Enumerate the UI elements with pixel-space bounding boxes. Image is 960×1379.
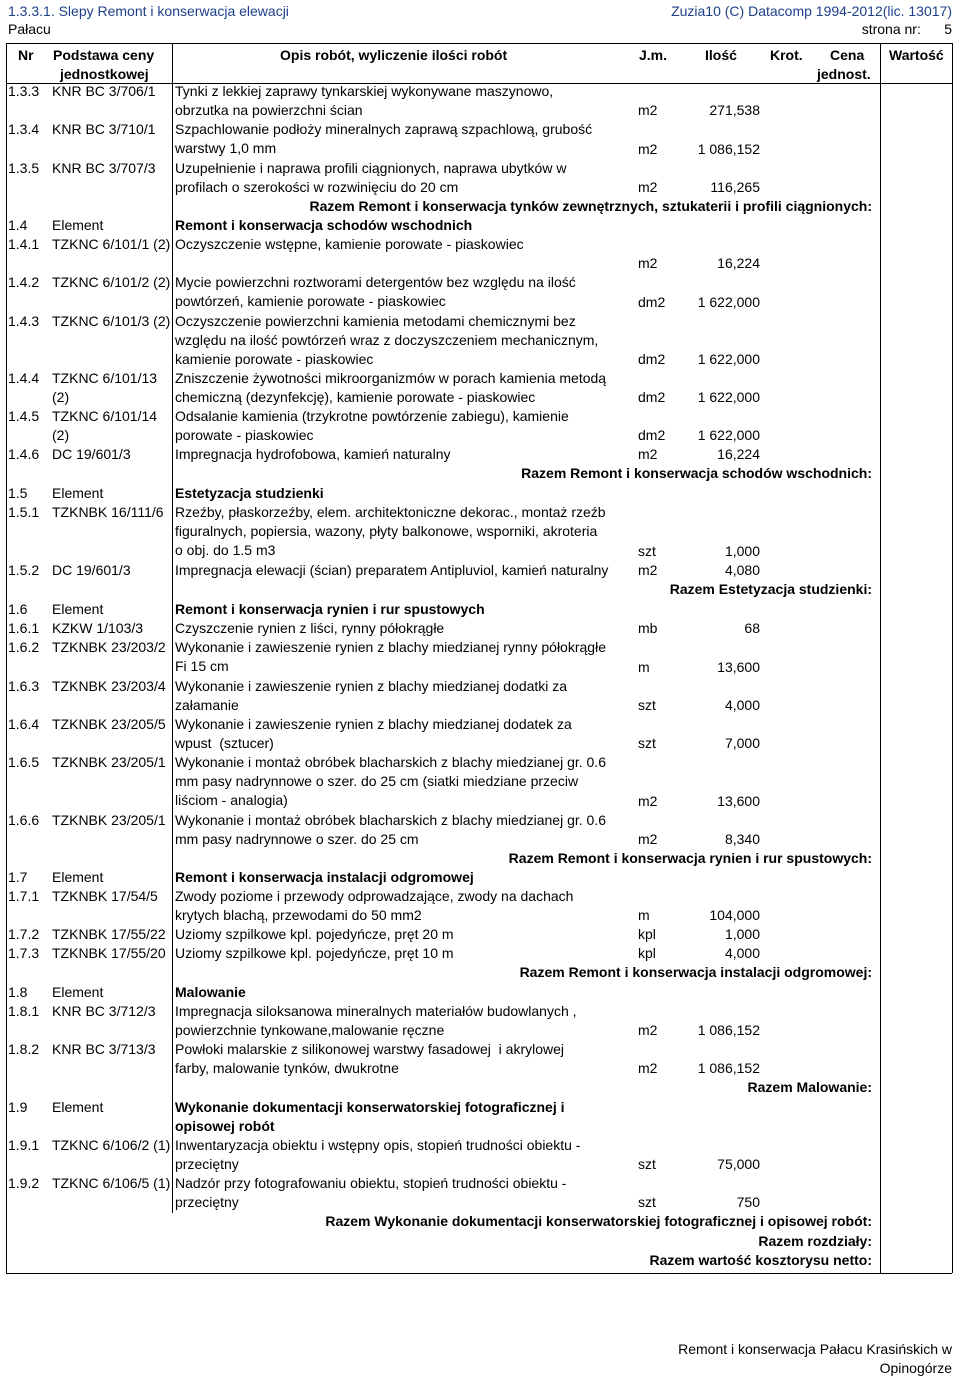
row-unit: mb xyxy=(638,620,658,636)
total-label: Razem Estetyzacja studzienki: xyxy=(669,581,872,597)
price-basis: TZKNC 6/106/5 (1) xyxy=(52,1175,171,1191)
row-description: Uziomy szpilkowe kpl. pojedyńcze, pręt 20 m xyxy=(175,926,454,942)
row-number: 1.5 xyxy=(8,485,28,501)
row-number: 1.8.1 xyxy=(8,1003,40,1019)
row-number: 1.6.1 xyxy=(8,620,40,636)
row-description: Remont i konserwacja schodów wschodnich xyxy=(175,217,473,233)
table-row xyxy=(0,1136,960,1174)
price-basis: KZKW 1/103/3 xyxy=(52,620,144,636)
price-basis: TZKNBK 23/203/2 xyxy=(52,639,166,655)
row-number: 1.6.3 xyxy=(8,678,40,694)
col-nr: Nr xyxy=(18,47,34,63)
software-label: Zuzia10 (C) Datacomp 1994-2012(lic. 13017) xyxy=(671,3,952,19)
row-description: Remont i konserwacja rynien i rur spustowych xyxy=(175,601,485,617)
price-basis: KNR BC 3/707/3 xyxy=(52,160,156,176)
row-number: 1.9 xyxy=(8,1099,28,1115)
row-unit: szt xyxy=(638,543,656,559)
price-basis: TZKNBK 16/111/6 xyxy=(52,504,164,520)
row-description: Rzeźby, płaskorzeźby, elem. architektoniczne dekorac., montaż rzeźb figuralnych, popiersia, wazony, płyty balkonowe, wsporniki, akroteria o obj. do 1.5 m3 xyxy=(175,504,606,558)
col-factor: Krot. xyxy=(770,47,803,63)
price-basis: TZKNBK 17/55/20 xyxy=(52,945,166,961)
total-row xyxy=(0,580,960,600)
table-row xyxy=(0,753,960,811)
row-number: 1.9.1 xyxy=(8,1137,40,1153)
page-indicator xyxy=(862,20,952,38)
row-description: Mycie powierzchni roztworami detergentów bez względu na ilość powtórzeń, kamienie porowate - piaskowiec xyxy=(175,274,576,309)
price-basis: Element xyxy=(52,217,104,233)
row-description: Wykonanie i montaż obróbek blacharskich z blachy miedzianej gr. 0.6 mm pasy nadrynnowe o szer. do 25 cm (siatki miedziane przeciw liściom - analogia) xyxy=(175,754,606,808)
row-unit: szt xyxy=(638,697,656,713)
row-description: Impregnacja elewacji (ścian) preparatem Antipluviol, kamień naturalny xyxy=(175,562,609,578)
col-description: Opis robót, wyliczenie ilości robót xyxy=(280,47,508,63)
table-row xyxy=(0,82,960,120)
price-basis: Element xyxy=(52,984,104,1000)
row-quantity: 1,000 xyxy=(724,926,760,942)
total-label: Razem Remont i konserwacja rynien i rur spustowych: xyxy=(508,850,872,866)
row-description: Czyszczenie rynien z liści, rynny półokrągłe xyxy=(175,620,445,636)
row-unit: kpl xyxy=(638,945,656,961)
price-basis: TZKNC 6/106/2 (1) xyxy=(52,1137,171,1153)
row-number: 1.6 xyxy=(8,601,28,617)
price-basis: TZKNC 6/101/3 (2) xyxy=(52,313,171,329)
row-unit: szt xyxy=(638,735,656,751)
row-description: Wykonanie i zawieszenie rynien z blachy miedzianej dodatek za wpust (sztucer) xyxy=(175,716,572,751)
document-title: 1.3.3.1. Slepy Remont i konserwacja elewacji xyxy=(8,3,289,19)
price-basis: TZKNBK 23/203/4 xyxy=(52,678,166,694)
row-number: 1.4.3 xyxy=(8,313,40,329)
table-row xyxy=(0,159,960,197)
row-quantity: 1 086,152 xyxy=(697,1060,760,1076)
row-number: 1.8 xyxy=(8,984,28,1000)
total-row xyxy=(0,1251,960,1270)
row-quantity: 4,080 xyxy=(724,562,760,578)
row-quantity: 13,600 xyxy=(717,659,760,675)
row-description: Wykonanie i montaż obróbek blacharskich z blachy miedzianej gr. 0.6 mm pasy nadrynnowe o szer. do 25 cm xyxy=(175,812,606,847)
table-row xyxy=(0,619,960,638)
footer-line-2: Opinogórze xyxy=(879,1360,952,1376)
row-quantity: 1 086,152 xyxy=(697,141,760,157)
row-number: 1.3.3 xyxy=(8,83,40,99)
price-basis: Element xyxy=(52,485,104,501)
row-quantity: 1 622,000 xyxy=(697,389,760,405)
table-row xyxy=(0,1040,960,1078)
table-row xyxy=(0,407,960,445)
row-description: Odsalanie kamienia (trzykrotne powtórzenie zabiegu), kamienie porowate - piaskowiec xyxy=(175,408,569,443)
section-row xyxy=(0,484,960,503)
table-row xyxy=(0,503,960,561)
table-row xyxy=(0,925,960,944)
price-basis: TZKNC 6/101/2 (2) xyxy=(52,274,171,290)
row-number: 1.7.1 xyxy=(8,888,40,904)
row-unit: dm2 xyxy=(638,351,666,367)
row-unit: m2 xyxy=(638,102,658,118)
row-description: Wykonanie i zawieszenie rynien z blachy miedzianej dodatki za załamanie xyxy=(175,678,568,713)
row-description: Inwentaryzacja obiektu i wstępny opis, stopień trudności obiektu - przeciętny xyxy=(175,1137,581,1172)
table-row xyxy=(0,715,960,753)
total-label: Razem Remont i konserwacja schodów wschodnich: xyxy=(521,465,872,481)
total-label: Razem Remont i konserwacja instalacji odgromowej: xyxy=(519,964,872,980)
total-row xyxy=(0,1078,960,1098)
row-unit: dm2 xyxy=(638,427,666,443)
row-quantity: 1,000 xyxy=(724,543,760,559)
row-quantity: 13,600 xyxy=(717,793,760,809)
row-description: Wykonanie i zawieszenie rynien z blachy miedzianej rynny półokrągłe Fi 15 cm xyxy=(175,639,606,674)
row-unit: szt xyxy=(638,1194,656,1210)
price-basis: TZKNC 6/101/1 (2) xyxy=(52,236,171,252)
row-quantity: 16,224 xyxy=(717,255,760,271)
table-row xyxy=(0,1002,960,1040)
row-description: Impregnacja siloksanowa mineralnych materiałów budowlanych , powierzchnie tynkowane,malowanie ręczne xyxy=(175,1003,577,1038)
row-quantity: 8,340 xyxy=(724,831,760,847)
row-number: 1.9.2 xyxy=(8,1175,40,1191)
row-description: Oczyszczenie powierzchni kamienia metodami chemicznymi bez względu na ilość powtórzeń wraz z doczyszczeniem mechanicznym, kamienie porowate - piaskowiec xyxy=(175,313,599,367)
footer-line-1: Remont i konserwacja Pałacu Krasińskich w xyxy=(678,1341,952,1357)
row-description: Uzupełnienie i naprawa profili ciągnionych, naprawa ubytków w profilach o szerokości w rozwinięciu do 20 cm xyxy=(175,160,567,195)
total-row xyxy=(0,849,960,868)
price-basis: TZKNBK 23/205/1 xyxy=(52,754,166,770)
table-row xyxy=(0,235,960,273)
price-basis: TZKNBK 23/205/5 xyxy=(52,716,166,732)
row-description: Impregnacja hydrofobowa, kamień naturalny xyxy=(175,446,451,462)
row-quantity: 1 622,000 xyxy=(697,351,760,367)
row-unit: dm2 xyxy=(638,389,666,405)
col-price-1: Cena xyxy=(830,47,865,63)
row-number: 1.3.4 xyxy=(8,121,40,137)
row-description: Malowanie xyxy=(175,984,246,1000)
total-row xyxy=(0,197,960,216)
row-unit: m xyxy=(638,659,650,675)
row-unit: m2 xyxy=(638,1022,658,1038)
table-row xyxy=(0,677,960,715)
table-row xyxy=(0,887,960,925)
header-rule-top xyxy=(6,43,952,44)
price-basis: DC 19/601/3 xyxy=(52,562,131,578)
row-number: 1.5.2 xyxy=(8,562,40,578)
section-row xyxy=(0,216,960,235)
table-row xyxy=(0,312,960,369)
row-quantity: 116,265 xyxy=(710,179,760,195)
row-quantity: 68 xyxy=(744,620,760,636)
total-row xyxy=(0,464,960,484)
row-number: 1.4.1 xyxy=(8,236,40,252)
page-footer xyxy=(678,1340,952,1378)
page-number: 5 xyxy=(944,21,952,37)
row-unit: m2 xyxy=(638,1060,658,1076)
row-number: 1.6.2 xyxy=(8,639,40,655)
row-description: Uziomy szpilkowe kpl. pojedyńcze, pręt 10 m xyxy=(175,945,454,961)
row-description: Zniszczenie żywotności mikroorganizmów w porach kamienia metodą chemiczną (dezynfekcję), kamienie porowate - piaskowiec xyxy=(175,370,607,405)
row-unit: m xyxy=(638,907,650,923)
price-basis: KNR BC 3/706/1 xyxy=(52,83,156,99)
row-unit: kpl xyxy=(638,926,656,942)
document-subtitle: Pałacu xyxy=(8,21,51,37)
row-unit: m2 xyxy=(638,179,658,195)
row-quantity: 1 086,152 xyxy=(697,1022,760,1038)
total-label: Razem rozdziały: xyxy=(758,1233,872,1249)
section-row xyxy=(0,868,960,887)
row-number: 1.7 xyxy=(8,869,28,885)
row-number: 1.7.2 xyxy=(8,926,40,942)
price-basis: KNR BC 3/710/1 xyxy=(52,121,156,137)
table-row xyxy=(0,561,960,580)
page-label: strona nr: xyxy=(861,21,921,37)
table-row xyxy=(0,638,960,677)
price-basis: TZKNC 6/101/13 (2) xyxy=(52,370,158,405)
row-description: Oczyszczenie wstępne, kamienie porowate - piaskowiec xyxy=(175,236,524,252)
col-value: Wartość xyxy=(889,47,944,63)
price-basis: Element xyxy=(52,1099,104,1115)
price-basis: TZKNC 6/101/14 (2) xyxy=(52,408,158,443)
row-description: Tynki z lekkiej zaprawy tynkarskiej wykonywane maszynowo, obrzutka na powierzchni ścian xyxy=(175,83,554,118)
row-description: Remont i konserwacja instalacji odgromowej xyxy=(175,869,474,885)
table-rule-bottom xyxy=(6,1273,952,1274)
row-quantity: 104,000 xyxy=(709,907,760,923)
price-basis: KNR BC 3/712/3 xyxy=(52,1003,156,1019)
row-number: 1.4.5 xyxy=(8,408,40,424)
row-quantity: 16,224 xyxy=(717,446,760,462)
row-number: 1.8.2 xyxy=(8,1041,40,1057)
row-number: 1.5.1 xyxy=(8,504,40,520)
row-unit: szt xyxy=(638,1156,656,1172)
section-row xyxy=(0,1098,960,1136)
total-label: Razem Remont i konserwacja tynków zewnętrznych, sztukaterii i profili ciągnionych: xyxy=(309,198,872,214)
row-description: Szpachlowanie podłoży mineralnych zaprawą szpachlową, grubość warstwy 1,0 mm xyxy=(175,121,593,156)
row-unit: m2 xyxy=(638,793,658,809)
total-label: Razem Malowanie: xyxy=(747,1079,872,1095)
table-row xyxy=(0,1174,960,1212)
table-row xyxy=(0,811,960,849)
row-quantity: 75,000 xyxy=(717,1156,760,1172)
row-unit: m2 xyxy=(638,446,658,462)
row-number: 1.3.5 xyxy=(8,160,40,176)
row-number: 1.4.4 xyxy=(8,370,40,386)
row-description: Zwody poziome i przewody odprowadzające, zwody na dachach krytych blachą, przewodami do 50 mm2 xyxy=(175,888,574,923)
row-number: 1.6.5 xyxy=(8,754,40,770)
price-basis: TZKNBK 17/55/22 xyxy=(52,926,166,942)
col-unit: J.m. xyxy=(639,47,668,63)
row-quantity: 1 622,000 xyxy=(697,294,760,310)
table-row xyxy=(0,944,960,963)
price-basis: Element xyxy=(52,601,104,617)
section-row xyxy=(0,983,960,1002)
row-number: 1.6.4 xyxy=(8,716,40,732)
total-label: Razem Wykonanie dokumentacji konserwatorskiej fotograficznej i opisowej robót: xyxy=(325,1213,872,1229)
row-number: 1.4.6 xyxy=(8,446,40,462)
row-number: 1.4.2 xyxy=(8,274,40,290)
row-quantity: 4,000 xyxy=(724,697,760,713)
row-number: 1.4 xyxy=(8,217,28,233)
table-row xyxy=(0,120,960,159)
row-unit: dm2 xyxy=(638,294,666,310)
col-price-2: jednost. xyxy=(817,66,871,82)
row-unit: m2 xyxy=(638,141,658,157)
total-row xyxy=(0,963,960,983)
row-description: Wykonanie dokumentacji konserwatorskiej fotograficznej i opisowej robót xyxy=(175,1099,565,1134)
total-label: Razem wartość kosztorysu netto: xyxy=(649,1252,872,1268)
row-description: Powłoki malarskie z silikonowej warstwy fasadowej i akrylowej farby, malowanie tynków, dwukrotne xyxy=(175,1041,565,1076)
price-basis: DC 19/601/3 xyxy=(52,446,131,462)
row-quantity: 750 xyxy=(736,1194,760,1210)
table-row xyxy=(0,445,960,464)
row-quantity: 4,000 xyxy=(724,945,760,961)
col-basis-1: Podstawa ceny xyxy=(53,47,155,63)
col-basis-2: jednostkowej xyxy=(60,66,149,82)
price-basis: TZKNBK 17/54/5 xyxy=(52,888,158,904)
price-basis: Element xyxy=(52,869,104,885)
row-unit: m2 xyxy=(638,562,658,578)
row-number: 1.6.6 xyxy=(8,812,40,828)
row-unit: m2 xyxy=(638,255,658,271)
row-description: Estetyzacja studzienki xyxy=(175,485,324,501)
row-quantity: 271,538 xyxy=(709,102,760,118)
estimate-table xyxy=(0,82,960,1270)
row-quantity: 1 622,000 xyxy=(697,427,760,443)
price-basis: TZKNBK 23/205/1 xyxy=(52,812,166,828)
total-row xyxy=(0,1212,960,1232)
row-number: 1.7.3 xyxy=(8,945,40,961)
row-quantity: 7,000 xyxy=(724,735,760,751)
price-basis: KNR BC 3/713/3 xyxy=(52,1041,156,1057)
table-row xyxy=(0,369,960,407)
section-row xyxy=(0,600,960,619)
table-row xyxy=(0,273,960,312)
row-description: Nadzór przy fotografowaniu obiektu, stopień trudności obiektu - przeciętny xyxy=(175,1175,567,1210)
col-quantity: Ilość xyxy=(705,47,737,63)
column-headers xyxy=(0,44,960,84)
total-row xyxy=(0,1232,960,1251)
row-unit: m2 xyxy=(638,831,658,847)
